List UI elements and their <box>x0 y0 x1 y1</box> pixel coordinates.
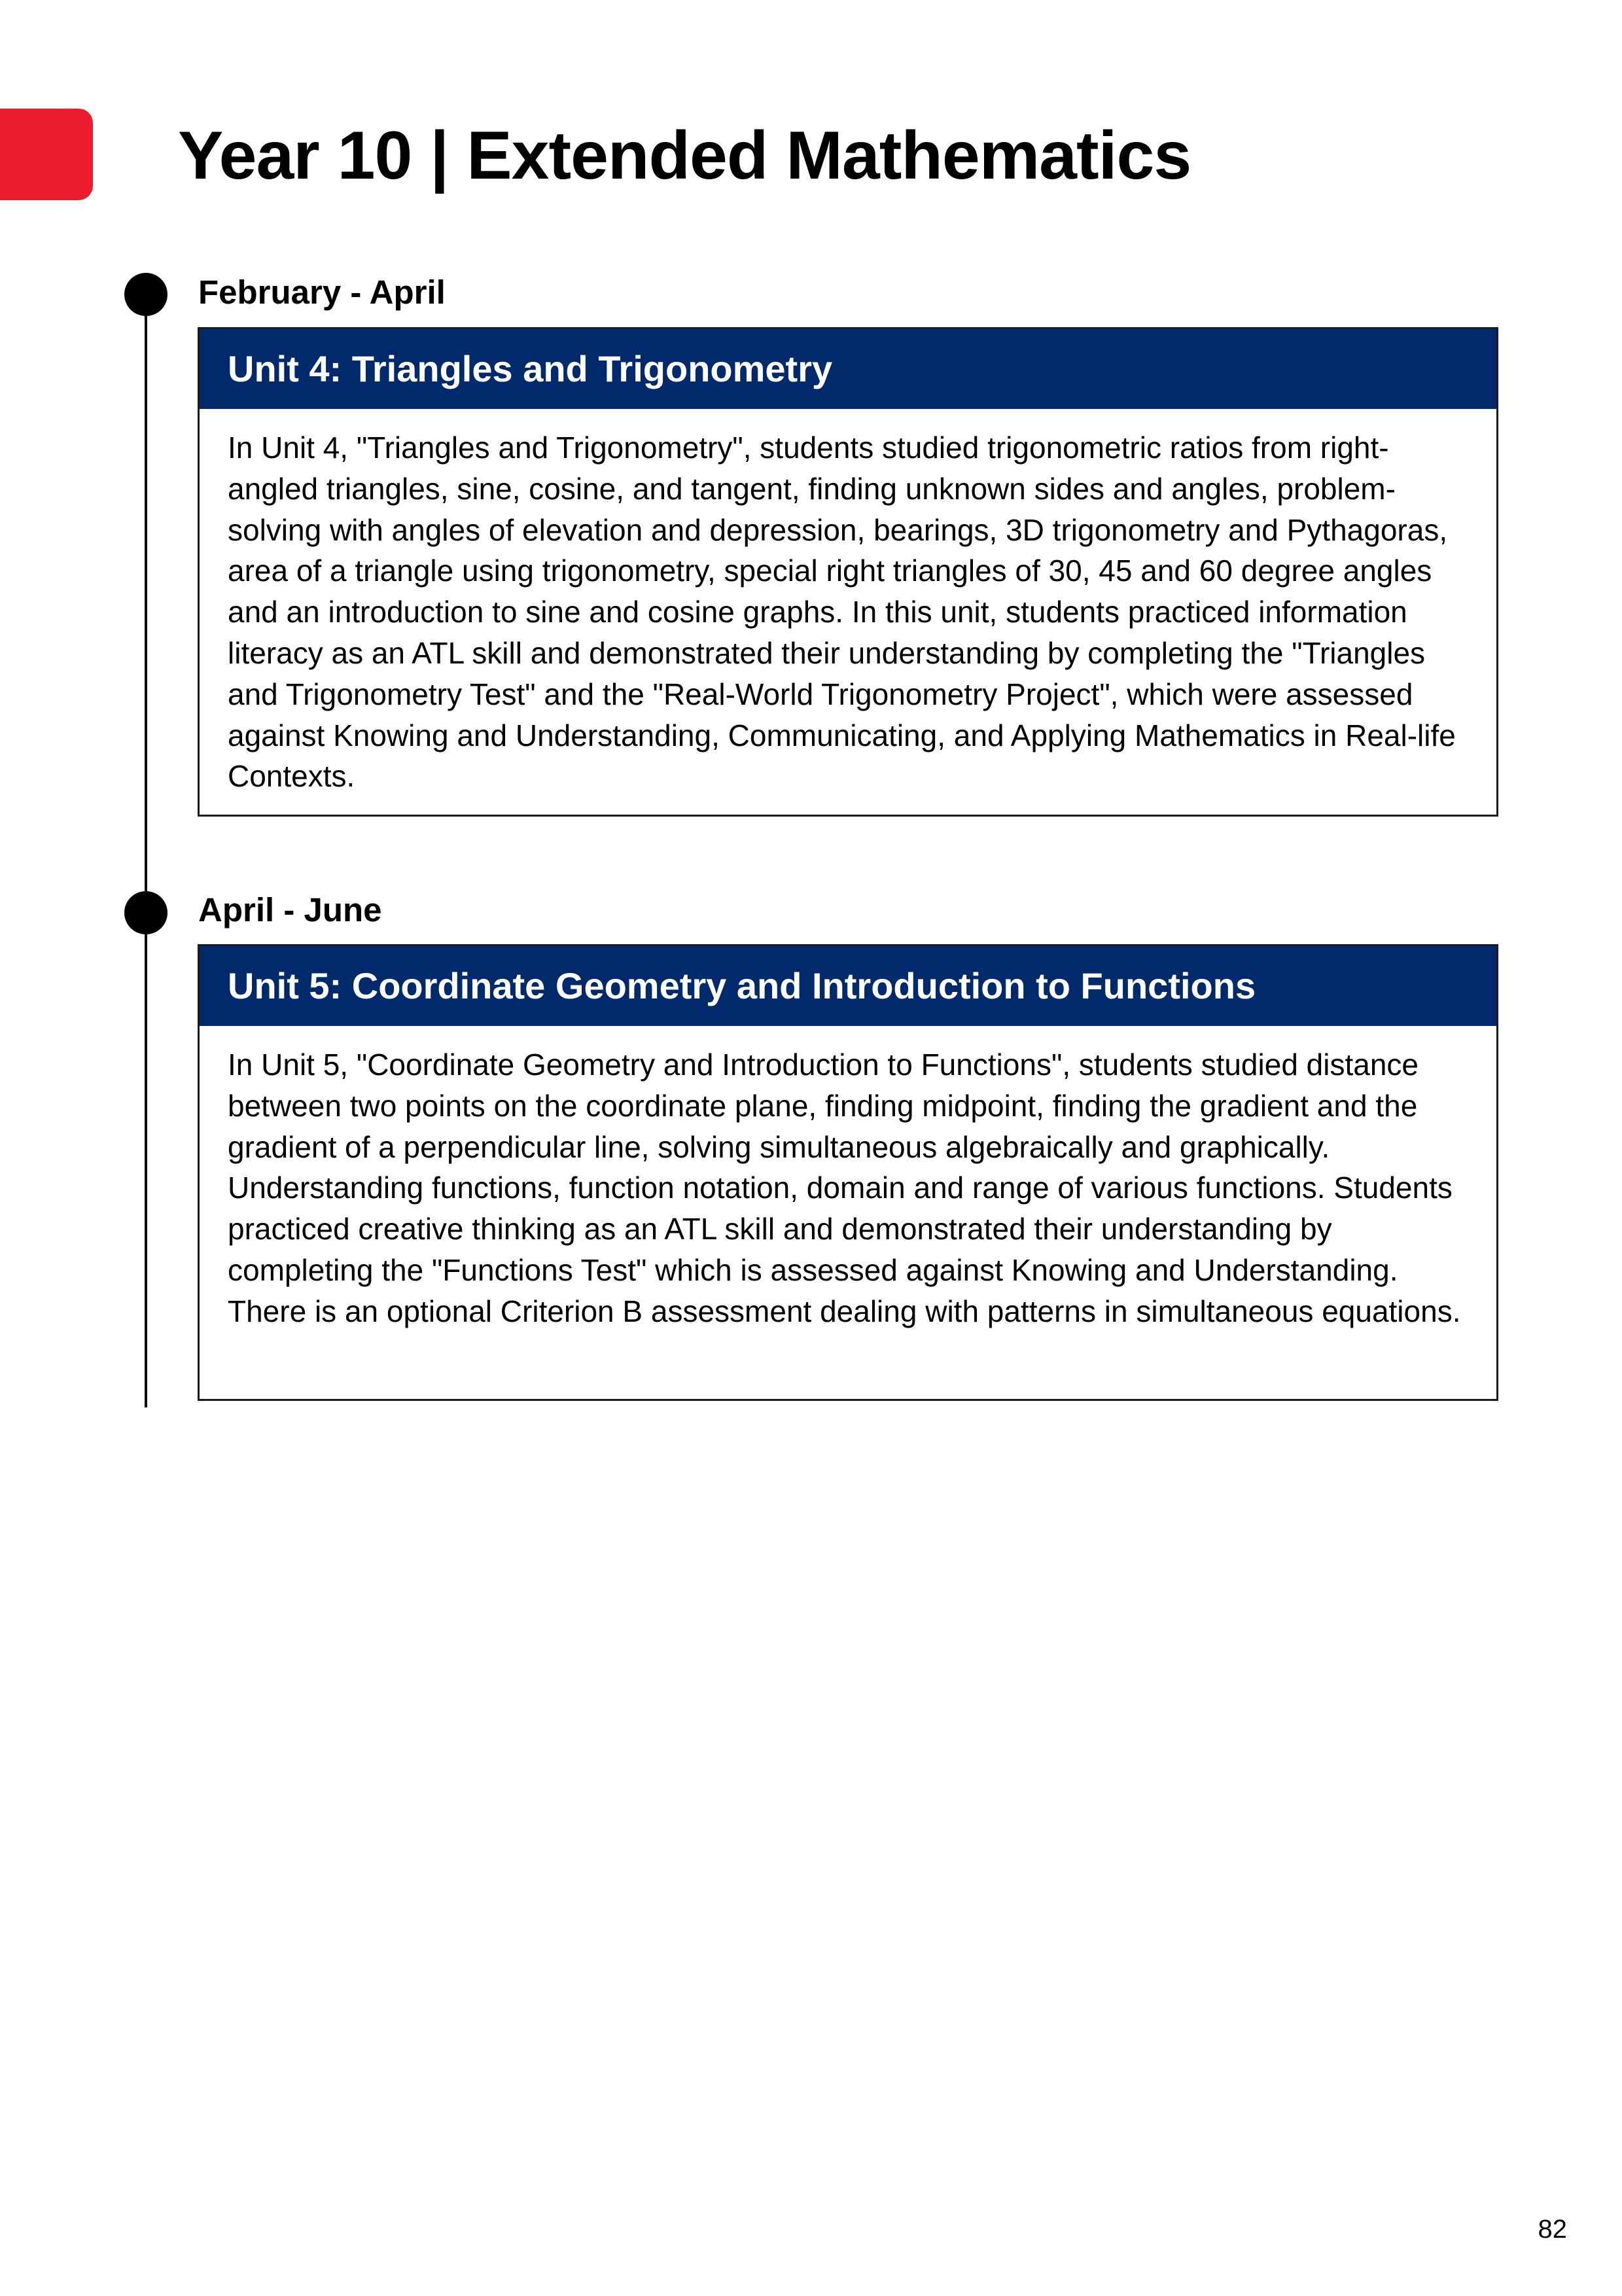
red-accent-tab <box>0 109 93 200</box>
page-number: 82 <box>1538 2215 1567 2244</box>
timeline-dot-unit-4 <box>124 273 167 316</box>
period-label-unit-4: February - April <box>198 274 446 311</box>
unit-5-card <box>198 944 1498 1401</box>
unit-4-description: In Unit 4, "Triangles and Trigonometry", students studied trigonometric ratios from right-angled triangles, sine, cosine, and tangent, finding unknown sides and angles, problem-solving with angles of elevation and depression, bearings, 3D trigonometry and Pythagoras, area of a triangle using trigonometry, special right triangles of 30, 45 and 60 degree angles and an introduction to sine and cosine graphs. In this unit, students practiced information literacy as an ATL skill and demonstrated their understanding by completing the "Triangles and Trigonometry Test" and the "Real-World Trigonometry Project", which were assessed against Knowing and Understanding, Communicating, and Applying Mathematics in Real-life Contexts. <box>228 431 1456 794</box>
page-title: Year 10 | Extended Mathematics <box>178 118 1191 194</box>
timeline-line <box>145 294 147 1407</box>
unit-4-card <box>198 327 1498 817</box>
unit-5-description: In Unit 5, "Coordinate Geometry and Introduction to Functions", students studied distance between two points on the coordinate plane, finding midpoint, finding the gradient and the gradient of a perpendicular line, solving simultaneous algebraically and graphically. Understanding functions, function notation, domain and range of various functions. Students practiced creative thinking as an ATL skill and demonstrated their understanding by completing the "Functions Test" which is assessed against Knowing and Understanding. There is an optional Criterion B assessment dealing with patterns in simultaneous equations. <box>228 1048 1461 1328</box>
unit-4-title: Unit 4: Triangles and Trigonometry <box>200 329 1496 409</box>
period-label-unit-5: April - June <box>198 891 382 928</box>
unit-5-title: Unit 5: Coordinate Geometry and Introduction to Functions <box>200 946 1496 1026</box>
timeline-dot-unit-5 <box>124 891 167 934</box>
